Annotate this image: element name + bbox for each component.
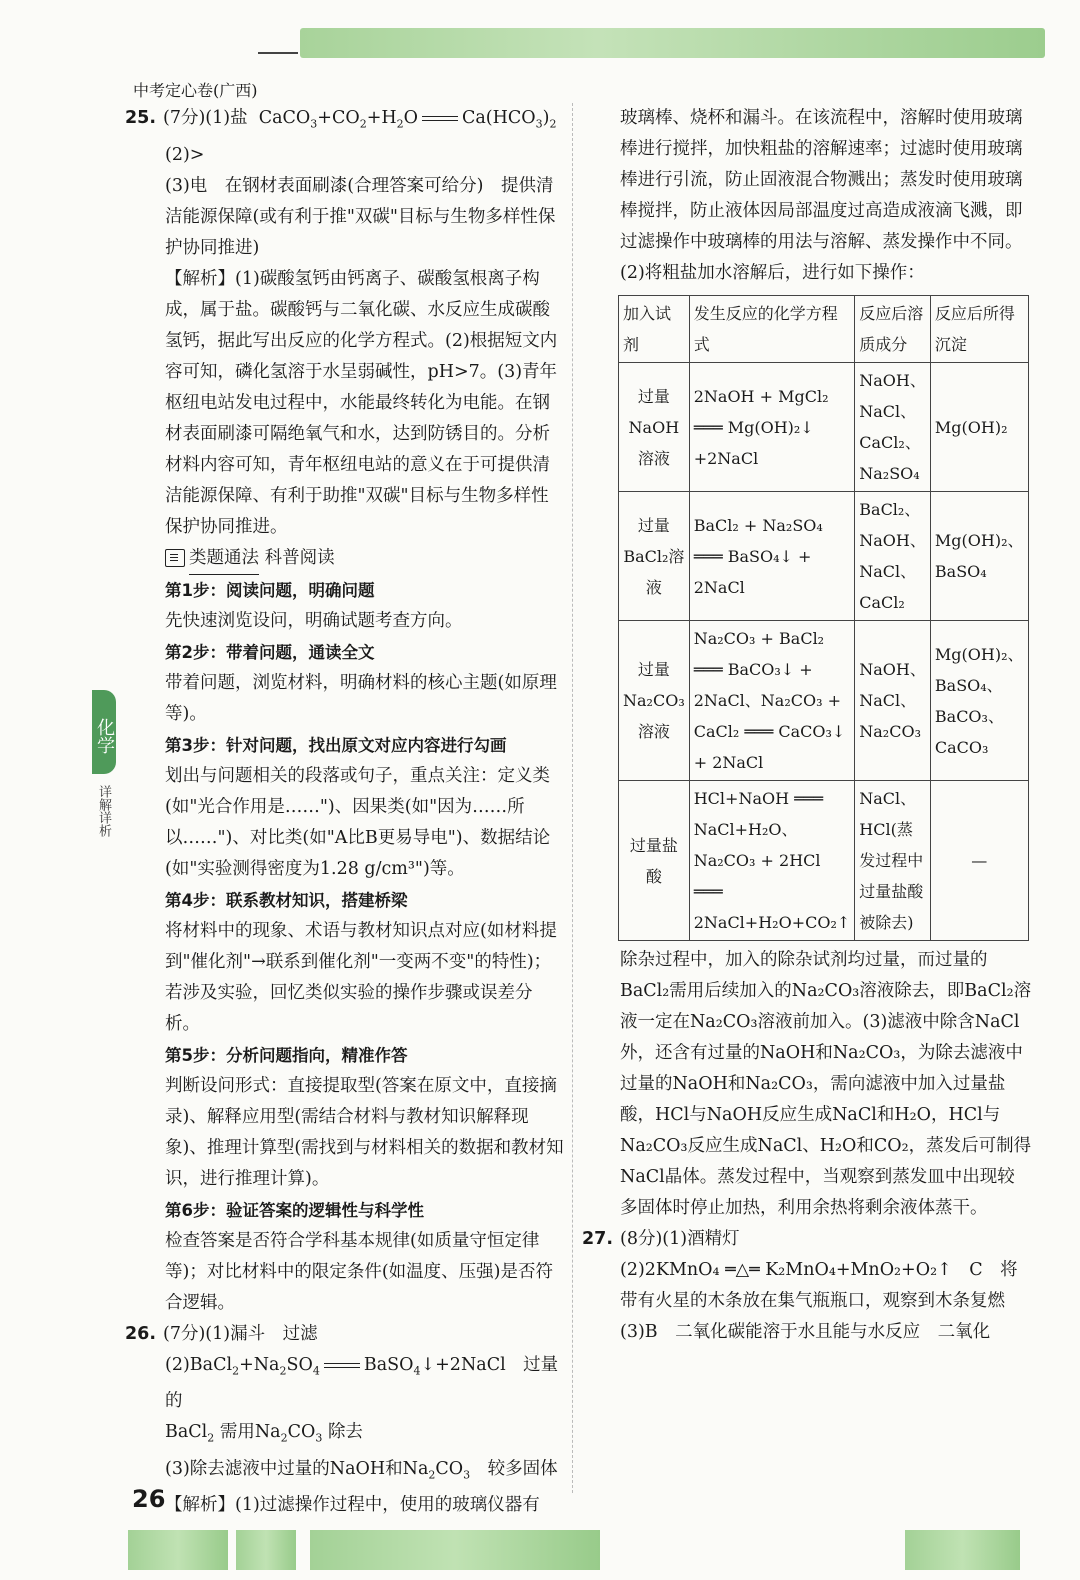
table-row (619, 781, 1029, 941)
table-header: 反应后溶质成分 (855, 296, 931, 363)
step-body: 检查答案是否符合学科基本规律(如质量守恒定律等)；对比材料中的限定条件(如温度、压强)是否符合逻辑。 (165, 1230, 553, 1313)
page-header: 中考定心卷(广西) (133, 81, 258, 100)
solute-cell: NaCl、HCl(蒸发过程中过量盐酸被除去) (855, 781, 931, 941)
right-column (582, 103, 1032, 1348)
step-body: 带着问题，浏览材料，明确材料的核心主题(如原理等)。 (165, 672, 557, 724)
precipitate-cell: Mg(OH)₂、BaSO₄、BaCO₃、CaCO₃ (930, 621, 1028, 781)
eq-part: CaCO (258, 108, 311, 128)
table-header: 反应后所得沉淀 (930, 296, 1028, 363)
step-body: 将材料中的现象、术语与教材知识点对应(如材料提到"催化剂"→联系到催化剂"一变两不变"的特性)；若涉及实验，回忆类似实验的操作步骤或误差分析。 (165, 920, 557, 1034)
table-header-row (619, 296, 1029, 363)
reagent-cell: 过量BaCl₂溶液 (619, 492, 690, 621)
q26-line1 (125, 1319, 565, 1350)
q27-number: 27. (582, 1229, 614, 1249)
precipitate-cell: Mg(OH)₂ (930, 363, 1028, 492)
q27-line1 (582, 1224, 1032, 1255)
q27-part1: (8分)(1)酒精灯 (620, 1229, 740, 1249)
eq-part: BaCl (165, 1422, 208, 1442)
eq-part: ) (542, 108, 550, 128)
book-icon (165, 549, 185, 567)
eq-part: O (403, 108, 418, 128)
eq-part: +CO (317, 108, 360, 128)
reagent-cell: 过量NaOH溶液 (619, 363, 690, 492)
page-number: 26 (132, 1485, 166, 1513)
reagent-cell: 过量Na₂CO₃溶液 (619, 621, 690, 781)
bottom-decor-bar (310, 1530, 600, 1570)
subject-subtab: 详解详析 (96, 785, 111, 837)
text-part: 较多固体 (470, 1458, 558, 1479)
top-decor-bar (300, 28, 1045, 58)
reagent-cell: 过量盐酸 (619, 781, 690, 941)
step-body: 判断设问形式：直接提取型(答案在原文中，直接摘录)、解释应用型(需结合材料与教材知识解释现象)、推理计算型(需找到与材料相关的数据和教材知识，进行推理计算)。 (165, 1075, 564, 1189)
q25-line1: 25. (7分)(1)盐 $CaCO_3+CO_2+H_2O$ $Ca(HCO_3)_2$ (125, 103, 565, 140)
step-title: 第5步：分析问题指向，精准作答 (165, 1045, 408, 1065)
step-title: 第2步：带着问题，通读全文 (165, 642, 375, 662)
solute-cell: NaOH、NaCl、Na₂CO₃ (855, 621, 931, 781)
q27-line2: (2)2KMnO₄ ═△═ K₂MnO₄+MnO₂+O₂↑ C 将带有火星的木条放在集气瓶瓶口，观察到木条复燃 (620, 1260, 1018, 1311)
left-column (125, 103, 565, 1521)
q25-line2: (2)> (165, 144, 205, 165)
step-body: 划出与问题相关的段落或句子，重点关注：定义类(如"光合作用是……")、因果类(如"因为……所以……")、对比类(如"A比B更易导电")、数据结论(如"实验测得密度为1.28 g/cm³")等。 (165, 765, 551, 879)
table-row (619, 363, 1029, 492)
text-part: CO (435, 1458, 464, 1479)
table-row (619, 492, 1029, 621)
method-steps (125, 575, 565, 1319)
q26-line3: BaCl$_2$ 需用$Na_2CO_3$ 除去 (165, 1422, 363, 1445)
eq-part: (2)BaCl (165, 1354, 233, 1375)
bottom-decor-bar (128, 1530, 228, 1570)
solute-cell: NaOH、NaCl、CaCl₂、Na₂SO₄ (855, 363, 931, 492)
bottom-decor-bar (236, 1530, 296, 1570)
bottom-decor-bar (905, 1530, 1020, 1570)
q26-part1: (7分)(1)漏斗 过滤 (163, 1323, 318, 1344)
text-part: (3)除去滤液中过量的NaOH和Na (165, 1458, 429, 1479)
eq-part: SO (286, 1354, 313, 1375)
eq-part: 除去 (327, 1422, 363, 1442)
step-title: 第3步：针对问题，找出原文对应内容进行勾画 (165, 735, 507, 755)
precipitate-cell: — (930, 781, 1028, 941)
equation-cell: BaCl₂ + Na₂SO₄ ═══ BaSO₄↓ + 2NaCl (689, 492, 855, 621)
solute-cell: BaCl₂、NaOH、NaCl、CaCl₂ (855, 492, 931, 621)
q26-analysis-cont: 玻璃棒、烧杯和漏斗。在该流程中，溶解时使用玻璃棒进行搅拌，加快粗盐的溶解速率；过滤时使用玻璃棒进行引流，防止固液混合物溅出；蒸发时使用玻璃棒搅拌，防止液体因局部温度过高造成液滴飞溅，即过滤操作中玻璃棒的用法与溶解、蒸发操作中不同。(2)将粗盐加水溶解后，进行如下操作： (620, 108, 1023, 283)
reaction-table (618, 295, 1029, 941)
q25-part1: (7分)(1)盐 (163, 108, 248, 128)
method-heading (125, 543, 565, 575)
eq-part: Ca(HCO (461, 108, 536, 128)
table-header: 发生反应的化学方程式 (689, 296, 855, 363)
step-body: 先快速浏览设问，明确试题考查方向。 (165, 610, 463, 631)
equals-sign (422, 116, 458, 121)
equation-cell: HCl+NaOH ═══ NaCl+H₂O、Na₂CO₃ + 2HCl ═══ 2NaCl+H₂O+CO₂↑ (689, 781, 855, 941)
table-row (619, 621, 1029, 781)
eq-part: +Na (239, 1354, 280, 1375)
q27-line3: (3)B 二氧化碳能溶于水且能与水反应 二氧化 (620, 1322, 991, 1342)
eq-part: CO (287, 1422, 316, 1442)
q26-line4: (3)除去滤液中过量的NaOH和$Na_2CO_3$ 较多固体 (165, 1458, 558, 1481)
eq-part: BaSO (363, 1354, 414, 1375)
equation-cell: 2NaOH + MgCl₂ ═══ Mg(OH)₂↓ +2NaCl (689, 363, 855, 492)
q26-after-table: 除杂过程中，加入的除杂试剂均过量，而过量的BaCl₂需用后续加入的Na₂CO₃溶液除去，即BaCl₂溶液一定在Na₂CO₃溶液前加入。(3)滤液中除含NaCl外，还含有过量的NaOH和Na₂CO₃，为除去滤液中过量的NaOH和Na₂CO₃，需向滤液中加入过量盐酸，HCl与NaOH反应生成NaCl和H₂O，HCl与Na₂CO₃反应生成NaCl、H₂O和CO₂，蒸发后可制得NaCl晶体。蒸发过程中，当观察到蒸发皿中出现较多固体时停止加热，利用余热将剩余液体蒸干。 (620, 950, 1032, 1218)
step-title: 第1步：阅读问题，明确问题 (165, 580, 375, 600)
q26-number: 26. (125, 1323, 157, 1344)
method-title: 科普阅读 (264, 547, 335, 568)
q26-line2: $(2)BaCl_2+Na_2SO_4$ BaSO$_4$↓+2NaCl 过量的 (165, 1354, 559, 1411)
column-divider (572, 103, 573, 1493)
top-rule (258, 52, 298, 54)
subject-tab: 化学 (92, 690, 116, 774)
equals-sign (324, 1363, 360, 1368)
method-tag: 类题通法 (189, 543, 259, 575)
table-header: 加入试剂 (619, 296, 690, 363)
q25-line3: (3)电 在钢材表面刷漆(合理答案可给分) 提供清洁能源保障(或有利于推"双碳"目标与生物多样性保护协同推进) (165, 175, 556, 258)
step-title: 第4步：联系教材知识，搭建桥梁 (165, 890, 408, 910)
q25-number: 25. (125, 108, 157, 128)
equation-cell: Na₂CO₃ + BaCl₂ ═══ BaCO₃↓ + 2NaCl、Na₂CO₃ + CaCl₂ ═══ CaCO₃↓ + 2NaCl (689, 621, 855, 781)
eq-part: ↓+2NaCl 过量的 (165, 1354, 559, 1411)
eq-part: +H (366, 108, 397, 128)
q26-analysis-start: 【解析】(1)过滤操作过程中，使用的玻璃仪器有 (165, 1495, 540, 1515)
eq-part: 需用Na (219, 1422, 281, 1442)
q25-analysis: 【解析】(1)碳酸氢钙由钙离子、碳酸氢根离子构成，属于盐。碳酸钙与二氧化碳、水反应生成碳酸氢钙，据此写出反应的化学方程式。(2)根据短文内容可知，磷化氢溶于水呈弱碱性，pH>7。(3)青年枢纽电站发电过程中，水能最终转化为电能。在钢材表面刷漆可隔绝氧气和水，达到防锈目的。分析材料内容可知，青年枢纽电站的意义在于可提供清洁能源保障、有利于助推"双碳"目标与生物多样性保护协同推进。 (165, 268, 558, 537)
step-title: 第6步：验证答案的逻辑性与科学性 (165, 1200, 424, 1220)
precipitate-cell: Mg(OH)₂、BaSO₄ (930, 492, 1028, 621)
